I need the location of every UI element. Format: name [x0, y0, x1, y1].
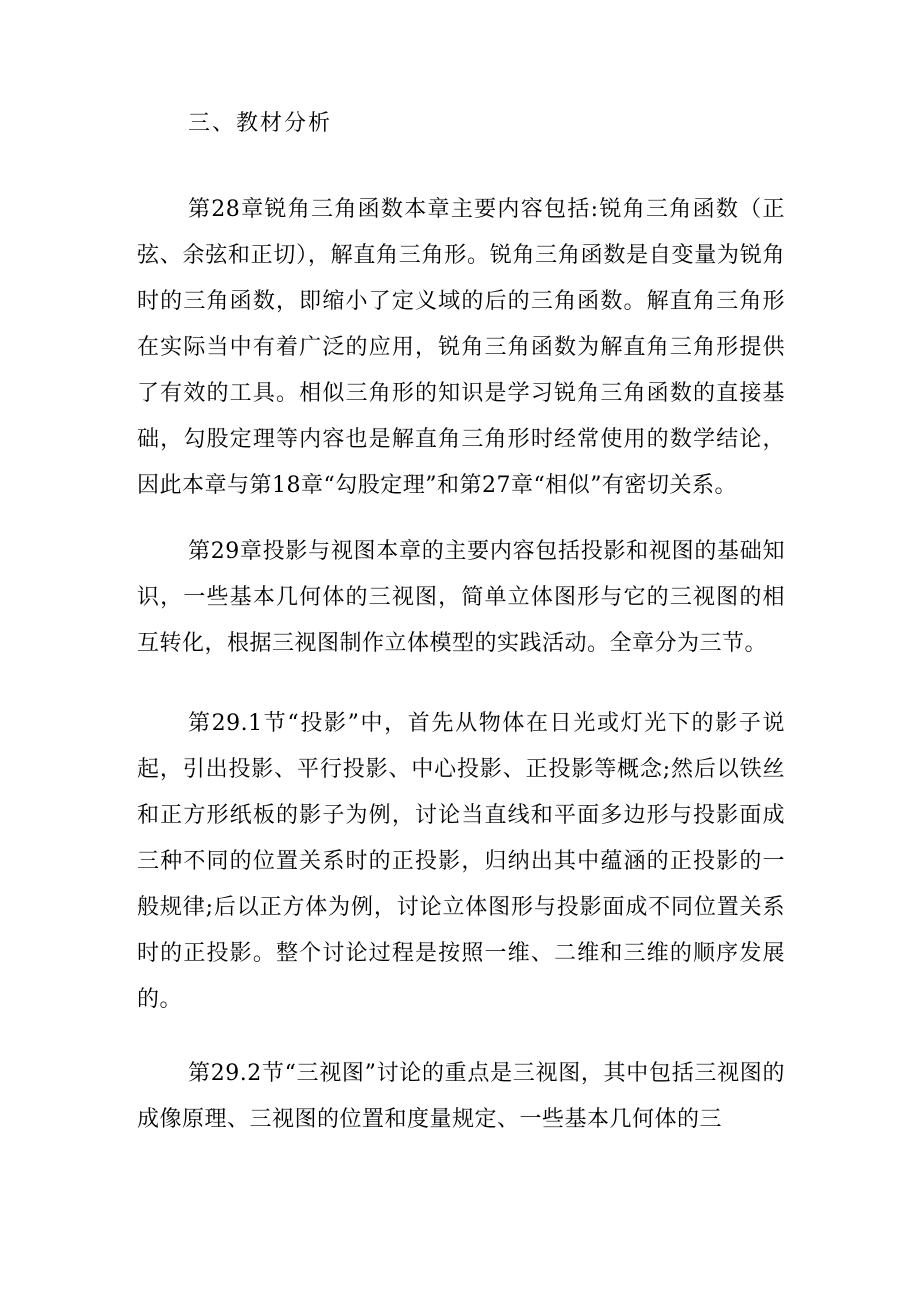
paragraph-chapter-28: 第28章锐角三角函数本章主要内容包括:锐角三角函数（正弦、余弦和正切），解直角三角形。锐角三角函数是自变量为锐角时的三角函数，即缩小了定义域的后的三角函数。解直角三角形在实际当中有着广泛的应用，锐角三角函数为解直角三角形提供了有效的工具。相似三角形的知识是学习锐角三角函数的直接基础，勾股定理等内容也是解直角三角形时经常使用的数学结论，因此本章与第18章“勾股定理”和第27章“相似”有密切关系。 — [137, 197, 785, 498]
paragraph-section-29-2: 第29.2节“三视图”讨论的重点是三视图，其中包括三视图的成像原理、三视图的位置和度量规定、一些基本几何体的三 — [137, 1061, 785, 1132]
paragraph-section-29-1: 第29.1节“投影”中，首先从物体在日光或灯光下的影子说起，引出投影、平行投影、中心投影、正投影等概念;然后以铁丝和正方形纸板的影子为例，讨论当直线和平面多边形与投影面成三种不同的位置关系时的正投影，归纳出其中蕴涵的正投影的一般规律;后以正方体为例，讨论立体图形与投影面成不同位置关系时的正投影。整个讨论过程是按照一维、二维和三维的顺序发展的。 — [137, 711, 785, 1012]
paragraph-chapter-29: 第29章投影与视图本章的主要内容包括投影和视图的基础知识，一些基本几何体的三视图，简单立体图形与它的三视图的相互转化，根据三视图制作立体模型的实践活动。全章分为三节。 — [137, 539, 785, 656]
section-heading: 三、教材分析 — [188, 111, 333, 136]
